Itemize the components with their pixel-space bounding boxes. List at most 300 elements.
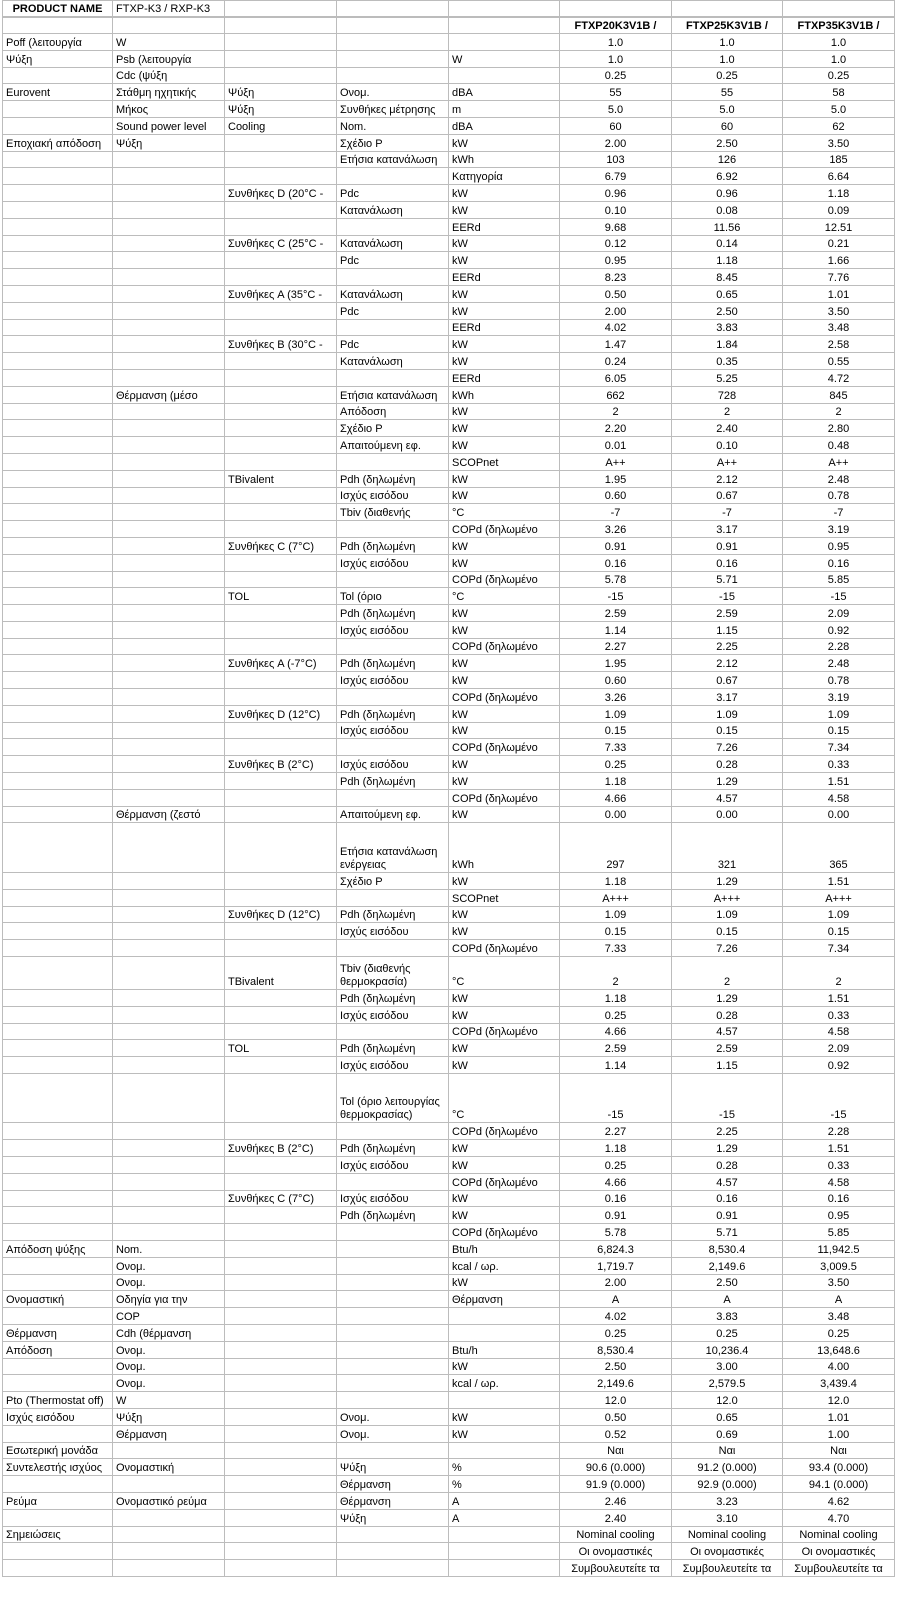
table-cell[interactable] [560,655,672,672]
table-cell[interactable] [672,1207,783,1224]
table-cell[interactable] [449,1308,560,1325]
table-cell[interactable] [2,1258,113,1275]
table-cell[interactable] [560,454,672,471]
table-cell[interactable] [783,1543,895,1560]
table-cell[interactable] [672,538,783,555]
table-cell[interactable] [783,1493,895,1510]
table-cell[interactable] [225,336,337,353]
table-cell[interactable] [783,168,895,185]
table-cell[interactable] [560,957,672,990]
table-cell[interactable] [672,1459,783,1476]
table-cell[interactable] [2,84,113,101]
table-cell[interactable] [449,185,560,202]
table-cell[interactable] [672,923,783,940]
table-cell[interactable] [672,605,783,622]
table-cell[interactable] [337,807,449,824]
table-cell[interactable] [783,1291,895,1308]
table-cell[interactable] [449,488,560,505]
table-cell[interactable] [672,990,783,1007]
table-cell[interactable] [337,1241,449,1258]
table-cell[interactable] [337,1325,449,1342]
table-cell[interactable] [337,1527,449,1544]
table-cell[interactable] [113,1476,225,1493]
table-cell[interactable] [225,706,337,723]
table-cell[interactable] [337,185,449,202]
product-name-label[interactable]: PRODUCT NAME [2,0,113,17]
table-cell[interactable] [560,890,672,907]
table-cell[interactable] [2,672,113,689]
table-cell[interactable] [337,605,449,622]
table-cell[interactable] [783,555,895,572]
table-cell[interactable] [225,1560,337,1577]
table-cell[interactable] [449,907,560,924]
table-cell[interactable] [113,34,225,51]
table-cell[interactable] [449,202,560,219]
table-cell[interactable] [113,504,225,521]
table-cell[interactable] [337,1224,449,1241]
table-cell[interactable] [672,387,783,404]
table-cell[interactable] [449,1325,560,1342]
table-cell[interactable] [2,756,113,773]
table-cell[interactable] [449,940,560,957]
table-cell[interactable] [113,1527,225,1544]
table-cell[interactable] [225,1241,337,1258]
table-cell[interactable] [113,1510,225,1527]
table-cell[interactable] [337,1359,449,1376]
table-cell[interactable] [783,1024,895,1041]
table-cell[interactable] [225,588,337,605]
table-cell[interactable] [449,236,560,253]
table-cell[interactable] [449,17,560,34]
table-cell[interactable] [560,672,672,689]
table-cell[interactable] [337,118,449,135]
table-cell[interactable] [225,0,337,17]
table-cell[interactable] [337,1308,449,1325]
table-cell[interactable] [337,152,449,169]
table-cell[interactable] [225,1510,337,1527]
table-cell[interactable] [783,1057,895,1074]
table-cell[interactable] [783,890,895,907]
table-cell[interactable] [672,1057,783,1074]
table-cell[interactable] [225,1074,337,1124]
table-cell[interactable] [2,320,113,337]
table-cell[interactable] [783,1342,895,1359]
table-cell[interactable] [113,387,225,404]
table-cell[interactable] [783,990,895,1007]
table-cell[interactable] [2,990,113,1007]
table-cell[interactable] [560,387,672,404]
table-cell[interactable] [783,404,895,421]
table-cell[interactable] [2,1157,113,1174]
table-cell[interactable] [560,1493,672,1510]
table-cell[interactable] [783,1207,895,1224]
table-cell[interactable] [449,1123,560,1140]
table-cell[interactable] [672,521,783,538]
table-cell[interactable] [672,1359,783,1376]
table-cell[interactable] [2,118,113,135]
table-cell[interactable] [337,17,449,34]
table-cell[interactable] [672,504,783,521]
table-cell[interactable] [449,1275,560,1292]
table-cell[interactable] [225,756,337,773]
table-cell[interactable] [449,672,560,689]
table-cell[interactable] [2,823,113,873]
table-cell[interactable] [560,1342,672,1359]
table-cell[interactable] [449,1191,560,1208]
table-cell[interactable] [2,1543,113,1560]
table-cell[interactable] [560,1560,672,1577]
table-cell[interactable] [113,957,225,990]
table-cell[interactable] [783,336,895,353]
table-cell[interactable] [560,17,672,34]
table-cell[interactable] [113,303,225,320]
table-cell[interactable] [2,1191,113,1208]
table-cell[interactable] [560,689,672,706]
table-cell[interactable] [337,286,449,303]
table-cell[interactable] [225,101,337,118]
table-cell[interactable] [449,1258,560,1275]
table-cell[interactable] [449,269,560,286]
table-cell[interactable] [672,655,783,672]
table-cell[interactable] [560,1325,672,1342]
table-cell[interactable] [783,1375,895,1392]
table-cell[interactable] [2,34,113,51]
table-cell[interactable] [783,51,895,68]
table-cell[interactable] [560,51,672,68]
table-cell[interactable] [337,370,449,387]
table-cell[interactable] [225,404,337,421]
table-cell[interactable] [672,1007,783,1024]
table-cell[interactable] [783,1359,895,1376]
table-cell[interactable] [113,1057,225,1074]
table-cell[interactable] [449,1224,560,1241]
table-cell[interactable] [337,1057,449,1074]
table-cell[interactable] [560,1510,672,1527]
table-cell[interactable] [225,252,337,269]
table-cell[interactable] [672,1493,783,1510]
table-cell[interactable] [113,1191,225,1208]
table-cell[interactable] [337,51,449,68]
table-cell[interactable] [225,622,337,639]
table-cell[interactable] [337,1140,449,1157]
table-cell[interactable] [449,1241,560,1258]
table-cell[interactable] [783,17,895,34]
table-cell[interactable] [783,1510,895,1527]
table-cell[interactable] [783,471,895,488]
table-cell[interactable] [783,723,895,740]
table-cell[interactable] [225,823,337,873]
table-cell[interactable] [783,1191,895,1208]
table-cell[interactable] [113,219,225,236]
table-cell[interactable] [449,1207,560,1224]
table-cell[interactable] [225,269,337,286]
table-cell[interactable] [225,1392,337,1409]
table-cell[interactable] [113,1040,225,1057]
table-cell[interactable] [225,504,337,521]
table-cell[interactable] [449,303,560,320]
table-cell[interactable] [783,1258,895,1275]
table-cell[interactable] [113,1123,225,1140]
table-cell[interactable] [783,320,895,337]
table-cell[interactable] [672,1510,783,1527]
table-cell[interactable] [337,689,449,706]
table-cell[interactable] [783,303,895,320]
table-cell[interactable] [672,269,783,286]
table-cell[interactable] [225,168,337,185]
table-cell[interactable] [449,723,560,740]
table-cell[interactable] [2,723,113,740]
table-cell[interactable] [113,51,225,68]
table-cell[interactable] [672,1325,783,1342]
table-cell[interactable] [560,1426,672,1443]
table-cell[interactable] [225,907,337,924]
table-cell[interactable] [449,957,560,990]
table-cell[interactable] [225,538,337,555]
table-cell[interactable] [449,689,560,706]
table-cell[interactable] [672,1375,783,1392]
table-cell[interactable] [783,185,895,202]
table-cell[interactable] [225,34,337,51]
table-cell[interactable] [672,807,783,824]
table-cell[interactable] [783,454,895,471]
table-cell[interactable] [449,320,560,337]
table-cell[interactable] [2,420,113,437]
table-cell[interactable] [113,940,225,957]
table-cell[interactable] [2,890,113,907]
table-cell[interactable] [225,1157,337,1174]
table-cell[interactable] [672,773,783,790]
table-cell[interactable] [783,118,895,135]
table-cell[interactable] [449,773,560,790]
table-cell[interactable] [560,521,672,538]
table-cell[interactable] [113,1409,225,1426]
table-cell[interactable] [113,1224,225,1241]
table-cell[interactable] [2,1207,113,1224]
table-cell[interactable] [337,269,449,286]
table-cell[interactable] [113,823,225,873]
table-cell[interactable] [672,1560,783,1577]
table-cell[interactable] [2,1275,113,1292]
table-cell[interactable] [337,1275,449,1292]
table-cell[interactable] [337,1493,449,1510]
table-cell[interactable] [337,1191,449,1208]
table-cell[interactable] [672,437,783,454]
table-cell[interactable] [225,1342,337,1359]
table-cell[interactable] [560,1308,672,1325]
table-cell[interactable] [560,1174,672,1191]
table-cell[interactable] [2,1140,113,1157]
table-cell[interactable] [113,471,225,488]
table-cell[interactable] [225,1308,337,1325]
table-cell[interactable] [560,168,672,185]
table-cell[interactable] [560,873,672,890]
table-cell[interactable] [225,555,337,572]
table-cell[interactable] [337,1157,449,1174]
table-cell[interactable] [2,1325,113,1342]
table-cell[interactable] [672,1157,783,1174]
table-cell[interactable] [225,655,337,672]
table-cell[interactable] [2,404,113,421]
table-cell[interactable] [783,940,895,957]
table-cell[interactable] [560,353,672,370]
table-cell[interactable] [2,185,113,202]
table-cell[interactable] [672,940,783,957]
table-cell[interactable] [560,923,672,940]
table-cell[interactable] [672,1140,783,1157]
table-cell[interactable] [560,823,672,873]
table-cell[interactable] [783,907,895,924]
table-cell[interactable] [225,1191,337,1208]
table-cell[interactable] [672,1275,783,1292]
table-cell[interactable] [337,504,449,521]
table-cell[interactable] [2,1510,113,1527]
table-cell[interactable] [449,84,560,101]
table-cell[interactable] [560,639,672,656]
table-cell[interactable] [672,739,783,756]
table-cell[interactable] [560,1527,672,1544]
table-cell[interactable] [560,269,672,286]
table-cell[interactable] [783,202,895,219]
table-cell[interactable] [113,420,225,437]
table-cell[interactable] [337,336,449,353]
table-cell[interactable] [672,706,783,723]
table-cell[interactable] [783,1476,895,1493]
table-cell[interactable] [449,739,560,756]
table-cell[interactable] [560,0,672,17]
table-cell[interactable] [113,101,225,118]
table-cell[interactable] [560,1375,672,1392]
table-cell[interactable] [783,1157,895,1174]
table-cell[interactable] [337,1007,449,1024]
table-cell[interactable] [113,773,225,790]
table-cell[interactable] [672,51,783,68]
table-cell[interactable] [337,1409,449,1426]
table-cell[interactable] [113,1024,225,1041]
table-cell[interactable] [337,538,449,555]
table-cell[interactable] [337,890,449,907]
table-cell[interactable] [337,1459,449,1476]
table-cell[interactable] [337,320,449,337]
table-cell[interactable] [113,1241,225,1258]
table-cell[interactable] [337,622,449,639]
table-cell[interactable] [783,756,895,773]
table-cell[interactable] [337,957,449,990]
table-cell[interactable] [783,152,895,169]
table-cell[interactable] [337,572,449,589]
table-cell[interactable] [225,286,337,303]
table-cell[interactable] [225,370,337,387]
table-cell[interactable] [113,538,225,555]
table-cell[interactable] [337,1476,449,1493]
table-cell[interactable] [560,219,672,236]
table-cell[interactable] [560,336,672,353]
table-cell[interactable] [337,488,449,505]
table-cell[interactable] [113,756,225,773]
table-cell[interactable] [337,873,449,890]
table-cell[interactable] [560,504,672,521]
table-cell[interactable] [560,1207,672,1224]
table-cell[interactable] [783,437,895,454]
table-cell[interactable] [672,957,783,990]
table-cell[interactable] [225,1426,337,1443]
table-cell[interactable] [2,790,113,807]
table-cell[interactable] [337,723,449,740]
table-cell[interactable] [113,907,225,924]
table-cell[interactable] [560,1157,672,1174]
table-cell[interactable] [225,1527,337,1544]
table-cell[interactable] [225,1123,337,1140]
table-cell[interactable] [672,790,783,807]
table-cell[interactable] [449,790,560,807]
table-cell[interactable] [449,605,560,622]
table-cell[interactable] [449,219,560,236]
table-cell[interactable] [113,1443,225,1460]
table-cell[interactable] [783,1459,895,1476]
table-cell[interactable] [560,555,672,572]
table-cell[interactable] [225,1291,337,1308]
table-cell[interactable] [560,907,672,924]
table-cell[interactable] [783,957,895,990]
table-cell[interactable] [560,622,672,639]
table-cell[interactable] [672,202,783,219]
table-cell[interactable] [560,1359,672,1376]
table-cell[interactable] [225,320,337,337]
table-cell[interactable] [2,538,113,555]
table-cell[interactable] [560,572,672,589]
table-cell[interactable] [672,488,783,505]
table-cell[interactable] [2,1007,113,1024]
table-cell[interactable] [783,387,895,404]
table-cell[interactable] [449,1040,560,1057]
table-cell[interactable] [672,1191,783,1208]
table-cell[interactable] [225,940,337,957]
table-cell[interactable] [560,185,672,202]
table-cell[interactable] [672,1409,783,1426]
table-cell[interactable] [449,51,560,68]
table-cell[interactable] [449,437,560,454]
table-cell[interactable] [2,957,113,990]
table-cell[interactable] [113,521,225,538]
table-cell[interactable] [225,387,337,404]
table-cell[interactable] [2,1291,113,1308]
table-cell[interactable] [337,1560,449,1577]
table-cell[interactable] [783,706,895,723]
table-cell[interactable] [337,588,449,605]
table-cell[interactable] [560,588,672,605]
table-cell[interactable] [449,521,560,538]
table-cell[interactable] [337,923,449,940]
table-cell[interactable] [449,622,560,639]
table-cell[interactable] [225,1140,337,1157]
table-cell[interactable] [337,672,449,689]
table-cell[interactable] [2,1443,113,1460]
table-cell[interactable] [560,1140,672,1157]
table-cell[interactable] [337,202,449,219]
table-cell[interactable] [449,387,560,404]
table-cell[interactable] [560,1459,672,1476]
table-cell[interactable] [2,1527,113,1544]
table-cell[interactable] [449,353,560,370]
table-cell[interactable] [337,420,449,437]
table-cell[interactable] [449,588,560,605]
table-cell[interactable] [783,790,895,807]
table-cell[interactable] [560,1241,672,1258]
table-cell[interactable] [783,68,895,85]
table-cell[interactable] [225,437,337,454]
table-cell[interactable] [783,655,895,672]
table-cell[interactable] [560,1275,672,1292]
table-cell[interactable] [449,706,560,723]
